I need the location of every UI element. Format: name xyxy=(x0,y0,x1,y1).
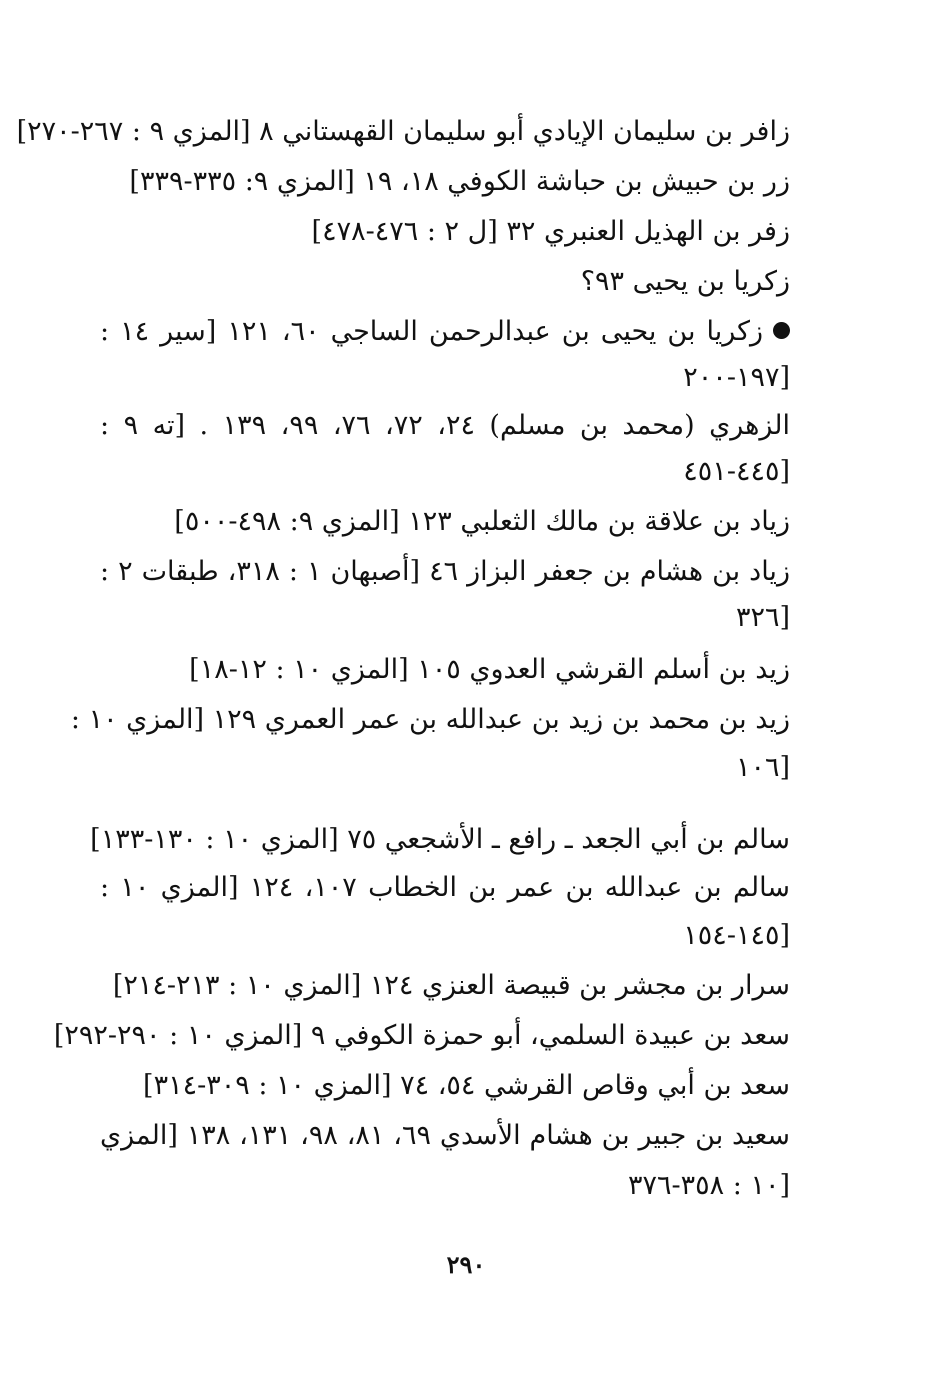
entry-text-continued: ١٠ : ٣٥٨-٣٧٦] xyxy=(628,1170,790,1201)
index-entry-continuation xyxy=(100,594,790,642)
entry-text: سعد بن أبي وقاص القرشي ٥٤، ٧٤ [المزي ١٠ : ٣٠٩-٣١٤] xyxy=(143,1070,790,1101)
index-entry-zirr xyxy=(100,158,790,206)
index-entry-continuation xyxy=(100,744,790,792)
index-entry-zafir xyxy=(16,108,790,156)
index-entry-saad-waqqas xyxy=(100,1062,790,1110)
entry-text: زياد بن علاقة بن مالك الثعلبي ١٢٣ [المزي ٩: ٤٩٨-٥٠٠] xyxy=(174,506,790,537)
index-entry-zuhri xyxy=(100,402,790,450)
entry-text: زيد بن محمد بن زيد بن عبدالله بن عمر العمري ١٢٩ [المزي ١٠ : xyxy=(70,704,790,735)
entry-text: الزهري (محمد بن مسلم) ٢٤، ٧٢، ٧٦، ٩٩، ١٣٩ . [ته ٩ : xyxy=(100,410,790,441)
index-entry-zakariya xyxy=(100,258,790,306)
entry-text-continued: ١٤٥-١٥٤] xyxy=(683,920,790,951)
index-entry-said-jubayr xyxy=(100,1112,790,1160)
entry-text: زيد بن أسلم القرشي العدوي ١٠٥ [المزي ١٠ : ١٢-١٨] xyxy=(189,654,790,685)
index-entry-ziyad-ilaqa xyxy=(100,498,790,546)
index-entry-zayd-aslam xyxy=(100,646,790,694)
entry-text-continued: ٤٤٥-٤٥١] xyxy=(683,456,790,487)
index-entry-ziyad-hisham xyxy=(100,548,790,596)
index-entry-zayd-muhammad xyxy=(70,696,790,744)
entry-text: زافر بن سليمان الإيادي أبو سليمان القهستاني ٨ [المزي ٩ : ٢٦٧-٢٧٠] xyxy=(16,116,790,147)
entry-text: سالم بن أبي الجعد ـ رافع ـ الأشجعي ٧٥ [المزي ١٠ : ١٣٠-١٣٣] xyxy=(90,824,790,855)
index-entry-sirar xyxy=(100,962,790,1010)
entry-text: سعيد بن جبير بن هشام الأسدي ٦٩، ٨١، ٩٨، ١٣١، ١٣٨ [المزي xyxy=(100,1120,791,1151)
index-entry-continuation xyxy=(100,1162,790,1210)
index-entry-continuation xyxy=(100,912,790,960)
entry-text: زر بن حبيش بن حباشة الكوفي ١٨، ١٩ [المزي ٩: ٣٣٥-٣٣٩] xyxy=(129,166,790,197)
entry-text: سرار بن مجشر بن قبيصة العنزي ١٢٤ [المزي ١٠ : ٢١٣-٢١٤] xyxy=(112,970,790,1001)
index-entry-zakariya-saji xyxy=(100,308,790,356)
index-entry-salim-abdullah xyxy=(100,864,790,912)
entry-text: زكريا بن يحيى بن عبدالرحمن الساجي ٦٠، ١٢١ [سير ١٤ : xyxy=(100,316,764,347)
page-number: ٢٩٠ xyxy=(446,1250,486,1279)
index-entry-continuation xyxy=(100,448,790,496)
index-entry-salim-jad xyxy=(90,816,790,864)
index-page xyxy=(16,100,791,1300)
entry-text-continued: ٣٢٦] xyxy=(735,602,790,633)
entry-text: سالم بن عبدالله بن عمر بن الخطاب ١٠٧، ١٢٤ [المزي ١٠ : xyxy=(100,872,791,903)
entry-text: زكريا بن يحيى ٩٣؟ xyxy=(580,266,790,297)
index-entry-saad-ubayda xyxy=(53,1012,790,1060)
entry-text-continued: ١٠٦] xyxy=(735,752,790,783)
bullet-icon xyxy=(773,322,790,339)
entry-text-continued: ١٩٧-٢٠٠] xyxy=(683,362,790,393)
entry-text: سعد بن عبيدة السلمي، أبو حمزة الكوفي ٩ [المزي ١٠ : ٢٩٠-٢٩٢] xyxy=(53,1020,790,1051)
entry-text: زياد بن هشام بن جعفر البزاز ٤٦ [أصبهان ١ : ٣١٨، طبقات ٢ : xyxy=(100,556,790,587)
index-entry-zufar xyxy=(100,208,790,256)
index-entry-continuation xyxy=(100,354,790,402)
entry-text: زفر بن الهذيل العنبري ٣٢ [ل ٢ : ٤٧٦-٤٧٨] xyxy=(311,216,790,247)
